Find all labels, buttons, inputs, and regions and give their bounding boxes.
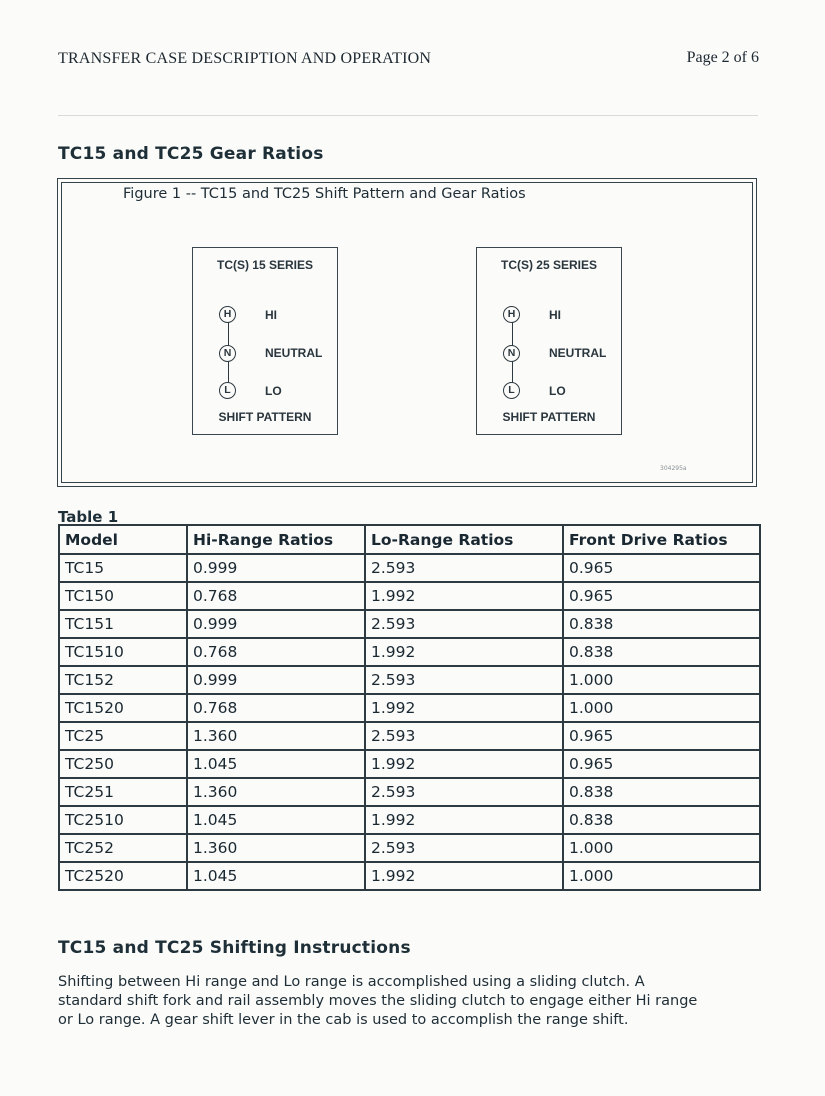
cell-front-drive: 0.838 (563, 806, 760, 834)
table-row (59, 834, 760, 862)
section-heading-shifting-instructions: TC15 and TC25 Shifting Instructions (58, 938, 411, 958)
gear-ratios-table (58, 524, 761, 891)
cell-hi-range: 1.045 (187, 806, 365, 834)
cell-front-drive: 0.838 (563, 610, 760, 638)
header-model: Model (59, 525, 187, 554)
position-symbol-lo: L (219, 382, 236, 399)
cell-hi-range: 0.999 (187, 610, 365, 638)
panel-footer: SHIFT PATTERN (502, 410, 596, 424)
table-row (59, 610, 760, 638)
cell-lo-range: 2.593 (365, 610, 563, 638)
header-lo-range: Lo-Range Ratios (365, 525, 563, 554)
cell-lo-range: 2.593 (365, 666, 563, 694)
paragraph-line: Shifting between Hi range and Lo range is accomplished using a sliding clutch. A (58, 974, 645, 990)
table-row (59, 722, 760, 750)
cell-hi-range: 1.045 (187, 750, 365, 778)
table-row (59, 638, 760, 666)
panel-title: TC(S) 25 SERIES (500, 258, 598, 272)
header-divider (58, 115, 758, 116)
position-label-neutral: NEUTRAL (265, 346, 323, 360)
cell-hi-range: 0.999 (187, 554, 365, 582)
cell-lo-range: 1.992 (365, 862, 563, 890)
cell-model: TC1520 (59, 694, 187, 722)
table-row (59, 806, 760, 834)
figure-code: 304295a (660, 465, 687, 472)
table-row (59, 666, 760, 694)
cell-model: TC15 (59, 554, 187, 582)
cell-lo-range: 1.992 (365, 638, 563, 666)
cell-model: TC2510 (59, 806, 187, 834)
position-label-hi: HI (549, 308, 561, 322)
position-label-neutral: NEUTRAL (549, 346, 607, 360)
cell-front-drive: 1.000 (563, 694, 760, 722)
cell-model: TC1510 (59, 638, 187, 666)
position-symbol-neutral: N (503, 345, 520, 362)
table-row (59, 862, 760, 890)
cell-front-drive: 0.838 (563, 638, 760, 666)
shifting-instructions-paragraph (58, 973, 763, 1030)
cell-front-drive: 1.000 (563, 666, 760, 694)
cell-hi-range: 1.045 (187, 862, 365, 890)
header-front-drive: Front Drive Ratios (563, 525, 760, 554)
position-symbol-hi: H (219, 306, 236, 323)
panel-footer: SHIFT PATTERN (218, 410, 312, 424)
cell-model: TC150 (59, 582, 187, 610)
position-label-hi: HI (265, 308, 277, 322)
cell-lo-range: 1.992 (365, 694, 563, 722)
cell-front-drive: 0.965 (563, 722, 760, 750)
table-label: Table 1 (58, 508, 119, 526)
cell-front-drive: 0.838 (563, 778, 760, 806)
cell-hi-range: 1.360 (187, 778, 365, 806)
table-header-row (59, 525, 760, 554)
position-symbol-lo: L (503, 382, 520, 399)
position-symbol-neutral: N (219, 345, 236, 362)
cell-lo-range: 1.992 (365, 582, 563, 610)
cell-front-drive: 1.000 (563, 834, 760, 862)
cell-hi-range: 0.768 (187, 582, 365, 610)
cell-model: TC152 (59, 666, 187, 694)
cell-model: TC151 (59, 610, 187, 638)
table-row (59, 750, 760, 778)
cell-lo-range: 1.992 (365, 750, 563, 778)
cell-hi-range: 1.360 (187, 722, 365, 750)
paragraph-line: standard shift fork and rail assembly moves the sliding clutch to engage either Hi range (58, 993, 698, 1009)
section-heading-gear-ratios: TC15 and TC25 Gear Ratios (58, 144, 324, 164)
figure-caption: Figure 1 -- TC15 and TC25 Shift Pattern and Gear Ratios (123, 186, 526, 202)
cell-front-drive: 1.000 (563, 862, 760, 890)
position-label-lo: LO (549, 384, 566, 398)
paragraph-line: or Lo range. A gear shift lever in the cab is used to accomplish the range shift. (58, 1012, 629, 1028)
cell-model: TC252 (59, 834, 187, 862)
cell-hi-range: 0.768 (187, 638, 365, 666)
header-hi-range: Hi-Range Ratios (187, 525, 365, 554)
cell-front-drive: 0.965 (563, 750, 760, 778)
panel-title: TC(S) 15 SERIES (216, 258, 314, 272)
cell-lo-range: 2.593 (365, 778, 563, 806)
cell-model: TC251 (59, 778, 187, 806)
cell-lo-range: 2.593 (365, 834, 563, 862)
cell-model: TC25 (59, 722, 187, 750)
cell-lo-range: 2.593 (365, 554, 563, 582)
table-row (59, 554, 760, 582)
table-row (59, 582, 760, 610)
cell-front-drive: 0.965 (563, 582, 760, 610)
cell-lo-range: 1.992 (365, 806, 563, 834)
cell-hi-range: 0.768 (187, 694, 365, 722)
position-symbol-hi: H (503, 306, 520, 323)
cell-model: TC2520 (59, 862, 187, 890)
cell-model: TC250 (59, 750, 187, 778)
cell-lo-range: 2.593 (365, 722, 563, 750)
shift-pattern-panel-15-series (192, 247, 338, 435)
cell-front-drive: 0.965 (563, 554, 760, 582)
table-row (59, 778, 760, 806)
cell-hi-range: 0.999 (187, 666, 365, 694)
table-row (59, 694, 760, 722)
figure-frame (57, 178, 757, 487)
cell-hi-range: 1.360 (187, 834, 365, 862)
shift-pattern-panel-25-series (476, 247, 622, 435)
page-number: Page 2 of 6 (686, 49, 759, 66)
document-header-title: TRANSFER CASE DESCRIPTION AND OPERATION (58, 50, 432, 67)
figure-inner-frame (61, 182, 753, 483)
position-label-lo: LO (265, 384, 282, 398)
